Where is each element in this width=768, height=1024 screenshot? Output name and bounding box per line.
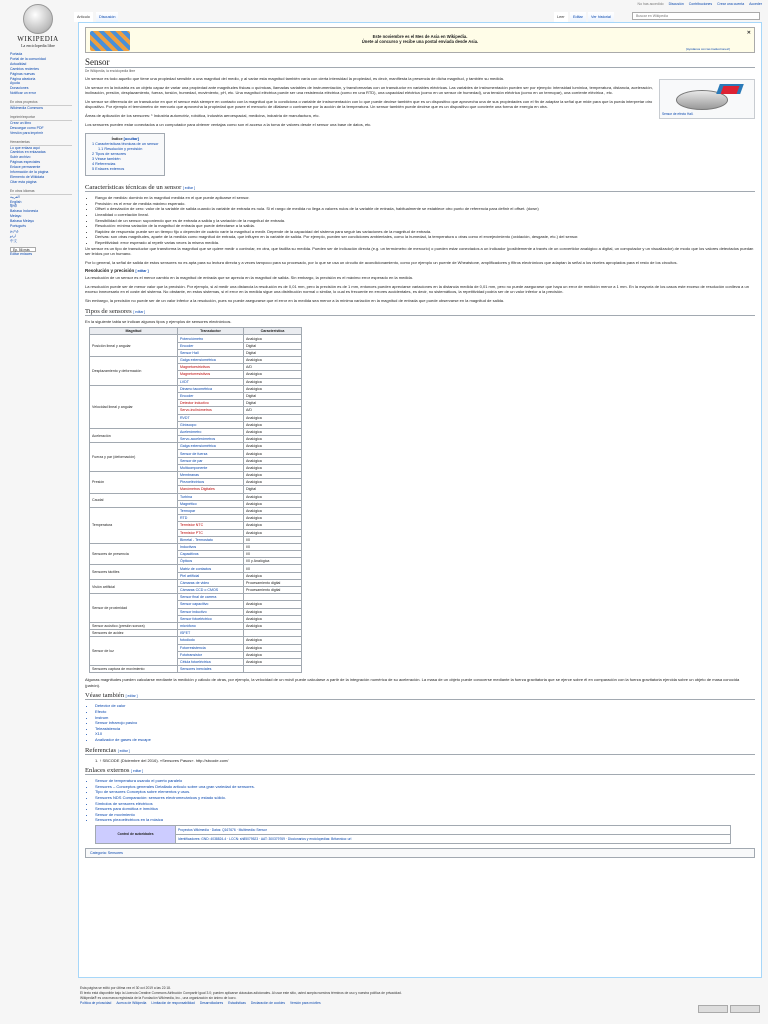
transducer-cell[interactable]: Multicomponente (178, 464, 244, 471)
table-row (90, 507, 302, 514)
external-link[interactable]: • Sensor de movimiento (95, 812, 755, 818)
transducer-cell[interactable]: Célula fotoeléctrica (178, 658, 244, 665)
external-links-list (95, 778, 755, 823)
section-heading-caracteristicas: Características técnicas de un sensor [ editar ] (85, 184, 755, 192)
table-of-contents (85, 133, 165, 176)
toc-item[interactable]: 1 Características técnicas de un sensor (92, 142, 159, 147)
magnitude-cell: Visión artificial (90, 579, 178, 593)
toc-item[interactable]: 4 Referencias (92, 162, 116, 167)
footer (80, 986, 740, 1006)
sidebar-heading: Herramientas (10, 140, 72, 146)
transducer-cell[interactable]: Sensor de fuerza (178, 450, 244, 457)
see-also-link[interactable]: • Teleasistencia (95, 726, 755, 732)
sidebar-item[interactable]: Citar esta página (10, 179, 37, 184)
toc-item[interactable]: 3 Véase también (92, 157, 121, 162)
transducer-cell[interactable]: Cámaras CCD o CMOS (178, 587, 244, 594)
footer-link[interactable]: Declaración de cookies (250, 1001, 285, 1005)
authority-identifiers[interactable]: Identificadores: GND: 4038824-4 · LCCN: sh85079523 · AAT: 300379769 · Diccionarios y enciclopedias: Britannica: url (176, 834, 731, 843)
characteristic-cell: A/D (244, 364, 302, 371)
characteristic-cell: Analógica (244, 637, 302, 644)
footer-link[interactable]: Política de privacidad (80, 1001, 112, 1005)
list-item: • Precisión: es el error de medida máximo esperado. (95, 201, 755, 207)
paragraph: Sin embargo, la precisión no puede ser de un valor inferior a la resolución, pues no puede asegurarse que el error en la medida sea menor a la mínima variación en la magnitud de entrada que puede observarse en la magnitud de salida. (85, 298, 505, 304)
transducer-cell[interactable]: Termistor NTC (178, 522, 244, 529)
list-item: • Rango de medida: dominio en la magnitud medida en el que puede aplicarse el sensor. (95, 195, 755, 201)
see-also-link[interactable]: • Sensor infrarrojo pasivo (95, 720, 755, 726)
sidebar-item[interactable]: Portal de la comunidad (10, 56, 46, 61)
sidebar-item[interactable]: Portada (10, 52, 23, 56)
transducer-cell[interactable]: Galga extensiométrica (178, 443, 244, 450)
footer-link[interactable]: Limitación de responsabilidad (151, 1001, 195, 1005)
category-box (85, 848, 755, 858)
characteristic-cell: Analógica (244, 378, 302, 385)
authority-control (95, 825, 731, 844)
sidebar-item[interactable]: Versión para imprimir (10, 130, 44, 135)
transducer-cell[interactable]: Bimetal - Termostato (178, 536, 244, 543)
see-also-link[interactable]: • X10 (95, 731, 755, 737)
see-also-link[interactable]: • Analizador de gases de escape (95, 737, 755, 743)
edit-section-link[interactable]: [ editar ] (135, 269, 149, 274)
table-header: Característica (244, 328, 302, 335)
characteristic-cell: Analógica (244, 472, 302, 479)
transducer-cell[interactable]: Potenciómetro (178, 335, 244, 342)
intro-paragraphs (85, 76, 755, 127)
characteristic-cell: Analógica (244, 450, 302, 457)
paragraph: Áreas de aplicación de los sensores: ¹ Industria automotriz, robótica, industria aeroespacial, medicina, industria de manufactura, etc. (85, 112, 320, 118)
top-link-talk[interactable]: Discusión (668, 2, 684, 6)
user-status: No has accedido (637, 2, 664, 6)
sidebar-item[interactable]: Crear un libro (10, 120, 32, 125)
site-notice-banner (85, 27, 755, 53)
characteristic-cell: Analógica (244, 500, 302, 507)
transducer-cell[interactable]: Capacitivos (178, 551, 244, 558)
sidebar-item[interactable]: Actualidad (10, 61, 27, 66)
see-also-link[interactable]: • Instrum (95, 715, 755, 721)
sidebar-heading: Imprimir/exportar (10, 115, 72, 121)
sensor-types-table (89, 327, 302, 673)
external-link[interactable]: • Sensor de temperatura usando el puerto paralelo (95, 778, 755, 784)
magnitude-cell: Sensores captura de movimiento (90, 666, 178, 673)
top-link-create-account[interactable]: Crear una cuenta (717, 2, 745, 6)
magnitude-cell: Velocidad lineal y angular (90, 385, 178, 428)
characteristic-cell: Digital (244, 392, 302, 399)
toc-item[interactable]: 5 Enlaces externos (92, 167, 125, 172)
characteristic-cell: Analógica (244, 522, 302, 529)
characteristic-cell: Analógica (244, 479, 302, 486)
transducer-cell[interactable]: LVDT (178, 378, 244, 385)
paragraph: Un sensor se diferencia de un transductor en que el sensor está siempre en contacto con la magnitud que lo condiciona o variable de instrumentación con lo que puede decirse también que es un dispositivo que aprovecha una de sus propiedades con el fin de adaptar la señal que mide para que la pueda interpretar otro dispositivo. Por ejemplo el termómetro de mercurio que aprovecha la propiedad que posee el mercurio de dilatarse o contraerse por la acción de la temperatura. Un sensor también puede decirse que es un dispositivo que convierte una forma de energía en otra. (85, 98, 653, 110)
edit-section-link[interactable]: [ editar ] (125, 694, 138, 699)
banner-line-1: Este noviembre es el Mes de Asia en Wikipedia. (372, 34, 468, 39)
magnitude-cell: Aceleración (90, 428, 178, 442)
table-row (90, 357, 302, 364)
characteristic-cell: Analógica (244, 385, 302, 392)
transducer-cell[interactable]: Turbina (178, 493, 244, 500)
table-header: Magnitud (90, 328, 178, 335)
characteristic-cell: Analógica (244, 651, 302, 658)
characteristic-cell: Analógica (244, 335, 302, 342)
characteristic-cell: Analógica (244, 421, 302, 428)
magnitude-cell: Desplazamiento y deformación (90, 357, 178, 386)
transducer-cell[interactable]: Termistor PTC (178, 529, 244, 536)
transducer-cell[interactable]: Piel artificial (178, 572, 244, 579)
paragraph: La resolución puede ser de menor valor que la precisión. Por ejemplo, si al medir una distancia la resolución es de 0,01 mm, pero la precisión es de 1 mm, entonces pueden apreciarse variaciones en la distancia medida de 0,01 mm, pero no puede asegurarse que haya un error de medición menor a 1 mm. En la mayoría de los casos este exceso de resolución conlleva a un exceso innecesario en el coste del sistema. No obstante, en estos sistemas, si el error en la medida sigue una distribución normal o similar, lo cual es frecuente en errores accidentales, es decir, no sistemáticos, la repetitividad podría ser de un valor inferior a la precisión. (85, 283, 749, 295)
paragraph: En la siguiente tabla se indican algunos tipos y ejemplos de sensores electrónicos. (85, 318, 232, 324)
transducer-cell[interactable]: Fotorresistencia (178, 644, 244, 651)
transducer-cell[interactable]: fotodiodo (178, 637, 244, 644)
paragraph: Algunas magnitudes pueden calcularse mediante la medición y cálculo de otras, por ejemplo, la velocidad de un móvil puede calcularse a partir de la integración numérica de su aceleración. La masa de un objeto puede conocerse mediante la fuerza gravitatoria que se ejerce sobre él en comparación con la fuerza gravitatoria ejercida sobre un objeto de masa conocida (patrón). (85, 677, 740, 688)
top-link-login[interactable]: Acceder (749, 2, 762, 6)
list-item: • Linealidad o correlación lineal. (95, 212, 755, 218)
transducer-cell[interactable]: Sensor Hall (178, 349, 244, 356)
sidebar-item[interactable]: العربية (10, 194, 20, 199)
external-link[interactable]: • Sensores – Conceptos generales Detallado artículo sobre una gran variedad de sensores. (95, 784, 755, 790)
main-content (78, 22, 762, 978)
transducer-cell[interactable]: Manómetros Digitales (178, 486, 244, 493)
magnitude-cell: Caudal (90, 493, 178, 507)
characteristic-cell: Analógica (244, 414, 302, 421)
transducer-cell[interactable]: Ópticos (178, 558, 244, 565)
banner-translate-link[interactable]: [Ayúdanos con las traducciones!] (686, 47, 730, 51)
characteristic-cell: Digital (244, 342, 302, 349)
transducer-cell[interactable]: Magnetorresistivos (178, 371, 244, 378)
transducer-cell[interactable]: Servo-inclinómetros (178, 407, 244, 414)
characteristic-cell: Procesamiento digital (244, 587, 302, 594)
sidebar-item[interactable]: اردو (10, 233, 16, 238)
magnitude-cell: Sensor de proximidad (90, 594, 178, 623)
magnitude-cell: Fuerza y par (deformación) (90, 443, 178, 472)
characteristic-cell: Analógica (244, 515, 302, 522)
logo-slogan: La enciclopedia libre (21, 43, 55, 48)
resolution-paragraphs (85, 275, 755, 303)
sidebar-item[interactable]: தமிழ் (10, 229, 19, 233)
transducer-cell[interactable]: Cámaras de video (178, 579, 244, 586)
section-heading-resolucion: Resolución y precisión [ editar ] (85, 268, 149, 274)
transducer-cell[interactable]: Magnético (178, 500, 244, 507)
transducer-cell[interactable]: Piezoeléctricos (178, 479, 244, 486)
magnitude-cell: Sensor de luz (90, 637, 178, 666)
authority-label: Control de autoridades (96, 825, 176, 843)
transducer-cell[interactable]: micrófono (178, 622, 244, 629)
toc-title: Índice (111, 137, 123, 142)
paragraph: Un sensor es todo aquello que tiene una propiedad sensible a una magnitud del medio, y al variar esta magnitud también varía con cierta intensidad la propiedad, es decir, manifiesta la presencia de dicha magnitud, y también su medida. (85, 76, 504, 81)
external-link[interactable]: • Sensores para domótica e inmótica (95, 806, 755, 812)
characteristic-cell: Analógica (244, 357, 302, 364)
transducer-cell[interactable]: Matriz de contactos (178, 565, 244, 572)
list-item: • Derivas: son otras magnitudes, aparte de la medida como magnitud de entrada, que influyen en la variable de salida. Por ejemplo, pueden ser condiciones ambientales, como la humedad, la temperatura u otras como el envejecimiento (oxidación, desgaste, etc.) del sensor. (95, 234, 755, 240)
footer-trademark: Wikipedia® es una marca registrada de la Fundación Wikimedia, Inc., una organización sin ánimo de lucro. (80, 996, 237, 1000)
characteristic-cell: Digital (244, 349, 302, 356)
footer-link[interactable]: Acerca de Wikipedia (116, 1001, 147, 1005)
thumbnail[interactable] (659, 79, 755, 119)
list-item: • Sensibilidad de un sensor: suponiendo que es de entrada a salida y la variación de la magnitud de entrada. (95, 218, 755, 224)
characteristic-cell: Analógica (244, 493, 302, 500)
transducer-cell[interactable]: Servo-accelerómetros (178, 436, 244, 443)
external-link[interactable]: • Tipo de sensores Conceptos sobre elementos y usos. (95, 789, 755, 795)
characteristic-cell: I/0 (244, 536, 302, 543)
section-heading-vease: Véase también [ editar ] (85, 692, 755, 700)
characteristic-cell: Analógica (244, 644, 302, 651)
external-link[interactable]: • Sensores piezoeléctricos en la música (95, 817, 755, 823)
paragraph: Los sensores pueden estar conectados a un computador para obtener ventajas como son el acceso a la toma de valores desde el sensor una base de datos, etc. (85, 121, 372, 127)
magnitude-cell: Temperatura (90, 507, 178, 543)
sidebar-item[interactable]: Bahasa Melayu (10, 219, 35, 224)
see-also-list (95, 703, 755, 742)
category-link[interactable]: Categoría: Sensores (90, 850, 123, 855)
transducer-cell[interactable]: Sensor de par (178, 457, 244, 464)
characteristic-cell: Procesamiento digital (244, 579, 302, 586)
language-more-button[interactable]: Ep. 56 más (10, 247, 36, 252)
thumbnail-caption: Sensor de efecto Hall. (662, 112, 694, 116)
paragraph: Un sensor en la industria es un objeto capaz de variar una propiedad ante magnitudes físicas o químicas, llamadas variables de instrumentación, y transformarlas con un transductor en variables eléctricas. Las variables de instrumentación pueden ser por ejemplo: intensidad lumínica, temperatura, distancia, aceleración, inclinación, presión, desplazamiento, fuerza, torsión, humedad, movimiento, pH, etc. Una magnitud eléctrica puede ser una resistencia eléctrica (como en una RTD), una capacidad eléctrica (como en un sensor de humedad), una tensión eléctrica (como en un termopar), una corriente eléctrica , etc. (85, 84, 653, 96)
characteristic-cell: Analógica (244, 622, 302, 629)
table-row (90, 579, 302, 586)
characteristics-list (95, 195, 755, 245)
mediawiki-logo-icon[interactable] (730, 1005, 760, 1013)
characteristic-cell: Analógica (244, 529, 302, 536)
magnitude-cell: Sensores táctiles (90, 565, 178, 579)
toc-hide-link[interactable]: [ocultar] (123, 137, 139, 142)
sidebar-item[interactable]: Donaciones (10, 86, 29, 91)
transducer-cell[interactable]: Sensor final de carrera (178, 594, 244, 601)
tab-talk[interactable]: Discusión (96, 12, 118, 22)
tab-edit[interactable]: Editar (570, 12, 586, 22)
external-link[interactable]: • Símbolos de sensores eléctricos (95, 801, 755, 807)
sidebar-item[interactable]: Português (10, 224, 26, 229)
characteristic-cell: A/D (244, 407, 302, 414)
edit-section-link[interactable]: [ editar ] (133, 309, 146, 314)
table-row (90, 622, 302, 629)
sidebar-item[interactable]: Información de la página (10, 170, 49, 175)
paragraph: Un sensor es un tipo de transductor que transforma la magnitud que se quiere medir o controlar, en otra, que facilita su medida. Pueden ser de indicación directa (e.g. un termómetro de mercurio) o pueden estar conectados a un indicador (posiblemente a través de un convertidor analógico a digital, un computador y un visualizador) de modo que los valores detectados puedan ser leídos por un humano. (85, 245, 754, 257)
banner-line-2: Únete al concurso y recibe una postal enviada desde Asia. (361, 39, 479, 44)
sidebar-item[interactable]: Bahasa Indonesia (10, 209, 39, 214)
transducer-cell[interactable]: Magnetoestrictivos (178, 364, 244, 371)
references-list (95, 758, 755, 764)
see-also-link[interactable]: • Detector de calor (95, 703, 755, 709)
paragraph: La resolución de un sensor es el menor cambio en la magnitud de entrada que se aprecia en la magnitud de salida. Sin embargo, la precisión es el máximo error esperado en la medida. (85, 275, 413, 281)
sidebar-item[interactable]: Lo que enlaza aquí (10, 145, 40, 150)
sidebar-heading: En otros proyectos (10, 100, 72, 106)
section-heading-referencias: Referencias [ editar ] (85, 747, 755, 755)
personal-tools (0, 2, 768, 8)
transducer-cell[interactable]: Detector inductivo (178, 400, 244, 407)
transducer-cell[interactable]: Encoder (178, 342, 244, 349)
toc-item[interactable]: 1.1 Resolución y precisión (98, 147, 143, 152)
sidebar-item[interactable]: Páginas nuevas (10, 71, 35, 76)
transducer-cell[interactable]: Fototransistor (178, 651, 244, 658)
tab-read[interactable]: Leer (554, 12, 568, 22)
footer-last-edited: Esta página se editó por última vez el 30 oct 2019 a las 22:18. (80, 986, 171, 990)
characteristic-cell: I/0 (244, 565, 302, 572)
sidebar-item[interactable]: Subir archivo (10, 155, 31, 160)
sidebar-item[interactable]: 中文 (10, 238, 17, 243)
edit-links-link[interactable]: Editar enlaces (10, 251, 33, 256)
wikipedia-logo[interactable] (6, 4, 70, 48)
toc-item[interactable]: 2 Tipos de sensores (92, 152, 126, 157)
transducer-cell[interactable]: Sensores inerciales (178, 666, 244, 673)
sidebar-item[interactable]: Páginas especiales (10, 160, 41, 165)
characteristic-cell: Analógica (244, 457, 302, 464)
table-row (90, 594, 302, 601)
characteristic-cell (244, 666, 302, 673)
section-heading-enlaces: Enlaces externos [ editar ] (85, 767, 755, 775)
transducer-cell[interactable]: RVDT (178, 414, 244, 421)
top-link-contribs[interactable]: Contribuciones (688, 2, 713, 6)
sidebar-heading: En otros idiomas (10, 189, 72, 195)
table-header: Transductor (178, 328, 244, 335)
site-sub: De Wikipedia, la enciclopedia libre (85, 69, 136, 73)
transducer-cell[interactable]: Sensor capacitivo (178, 601, 244, 608)
transducer-cell[interactable]: Encoder (178, 392, 244, 399)
characteristic-cell (244, 594, 302, 601)
characteristic-cell: Analógica (244, 371, 302, 378)
reference-item: 1. ↑ SBCODE (Diciembre del 2016). «Sensores Pasos». http://sbcode.com/ (95, 757, 229, 763)
table-row (90, 493, 302, 500)
section-heading-tipos: Tipos de sensores [ editar ] (85, 308, 755, 316)
logo-name: WIKIPEDIA (17, 35, 59, 43)
hall-sensor-image[interactable] (662, 82, 752, 112)
characteristic-cell: Analógica (244, 572, 302, 579)
globe-icon (23, 4, 53, 34)
table-row (90, 335, 302, 342)
sidebar-item[interactable]: Ayuda (10, 81, 20, 86)
list-item: • Resolución: mínima variación de la magnitud de entrada que puede detectarse a la salida. (95, 223, 755, 229)
sidebar-item[interactable]: English (10, 199, 22, 204)
see-also-link[interactable]: • Efecto (95, 709, 755, 715)
table-row (90, 637, 302, 644)
transducer-cell[interactable]: Sensor fotoeléctrico (178, 615, 244, 622)
characteristic-cell: I/0 (244, 543, 302, 550)
characteristic-cell: I/0 (244, 551, 302, 558)
characteristic-cell: Analógica (244, 428, 302, 435)
tab-article[interactable]: Artículo (74, 12, 93, 22)
table-row (90, 385, 302, 392)
footer-link[interactable]: Versión para móviles (290, 1001, 321, 1005)
magnitude-cell: Presión (90, 472, 178, 494)
transducer-cell[interactable]: RTD (178, 515, 244, 522)
magnitude-cell: Sensores de acidez (90, 630, 178, 637)
page-title: Sensor (85, 57, 755, 68)
table-row (90, 666, 302, 673)
transducer-cell[interactable]: Acelerómetro (178, 428, 244, 435)
characteristic-cell: Digital (244, 486, 302, 493)
transducer-cell[interactable]: Membranas (178, 472, 244, 479)
edit-section-link[interactable]: [ editar ] (117, 748, 130, 753)
list-item: • Repetitividad: error esperado al repetir varias veces la misma medida. (95, 240, 755, 246)
list-item: • Rapidez de respuesta: puede ser un tiempo fijo o depender de cuánto varíe la magnitud a medir. Depende de la capacidad del sistema para seguir las variaciones de la magnitud de entrada. (95, 229, 755, 235)
characteristic-cell: Analógica (244, 615, 302, 622)
table-row (90, 428, 302, 435)
external-link[interactable]: • Sensores NDS Comparación: sensores electromecánicos y estado sólido. (95, 795, 755, 801)
magnitude-cell: Sensores de presencia (90, 543, 178, 565)
characteristic-cell: I/0 y Analógica (244, 558, 302, 565)
close-icon[interactable]: ✕ (746, 30, 751, 36)
paragraph: Por lo general, la señal de salida de estos sensores no es apta para su lectura directa y a veces tampoco para su procesado, por lo que se usa un circuito de acondicionamiento, como por ejemplo un puente de Wheatstone, amplificadores y filtros electrónicos que adaptan la señal a los niveles apropiados para el resto de los circuitos. (85, 259, 678, 265)
sidebar-item[interactable]: Elemento de Wikidata (10, 174, 45, 179)
footer-links (80, 1001, 740, 1006)
edit-section-link[interactable]: [ editar ] (182, 186, 195, 191)
characteristic-cell: Analógica (244, 601, 302, 608)
wikimedia-logo-icon[interactable] (698, 1005, 728, 1013)
edit-section-link[interactable]: [ editar ] (131, 769, 144, 774)
sidebar-item[interactable]: Enlace permanente (10, 165, 41, 170)
table-row (90, 443, 302, 450)
transducer-cell[interactable]: Sensor inductivo (178, 608, 244, 615)
characteristic-cell: Analógica (244, 436, 302, 443)
sidebar-item[interactable]: Página aleatoria (10, 76, 36, 81)
characteristic-cell: Analógica (244, 443, 302, 450)
sidebar-item[interactable]: हिन्दी (10, 204, 17, 209)
transducer-cell[interactable]: Termopar (178, 507, 244, 514)
banner-illustration (90, 31, 130, 51)
sidebar-item[interactable]: Notificar un error (10, 91, 37, 96)
transducer-cell[interactable]: Dinamo tacométrica (178, 385, 244, 392)
characteristic-cell: Analógica (244, 658, 302, 665)
transducer-cell[interactable]: Galga extensiométrica (178, 357, 244, 364)
transducer-cell[interactable]: Giróscopo (178, 421, 244, 428)
characteristic-cell (244, 630, 302, 637)
sidebar (10, 52, 72, 257)
footer-license: El texto está disponible bajo la Licencia Creative Commons Atribución Compartir Igual 3.0; pueden aplicarse cláusulas adicionales. Al usar este sitio, usted acepta nuestros términos de uso y nuestra política de privacidad. (80, 991, 402, 995)
footer-badges (696, 1005, 760, 1015)
characteristic-cell: Digital (244, 400, 302, 407)
footer-link[interactable]: Desarrolladores (199, 1001, 224, 1005)
characteristic-cell: Analógica (244, 464, 302, 471)
characteristic-cell: Analógica (244, 608, 302, 615)
transducer-cell[interactable]: Inductivos (178, 543, 244, 550)
sidebar-item[interactable]: Wikimedia Commons (10, 106, 44, 111)
list-item: • Offset o desviación de cero: valor de la variable de salida cuando la variable de entrada es nula. Si el rango de medida no llega a valores nulos de la variable de entrada, habitualmente se establece otro punto de referencia para definir el offset. (down) (95, 206, 755, 212)
magnitude-cell: Sensor acústico (presión sonora) (90, 622, 178, 629)
sidebar-item[interactable]: Melayu (10, 214, 22, 219)
table-row (90, 472, 302, 479)
magnitude-cell: Posición lineal y angular (90, 335, 178, 357)
transducer-cell[interactable]: ISFET (178, 630, 244, 637)
authority-projects[interactable]: Proyectos Wikimedia · Datos: Q167676 · Multimedia: Sensor (176, 825, 731, 834)
characteristic-cell: Analógica (244, 507, 302, 514)
sidebar-item[interactable]: Cambios en enlazadas (10, 150, 46, 155)
sidebar-item[interactable]: Cambios recientes (10, 66, 39, 71)
search-input[interactable]: Buscar en Wikipedia (632, 12, 760, 20)
table-row (90, 565, 302, 572)
table-row (90, 543, 302, 550)
sidebar-item[interactable]: Descargar como PDF (10, 125, 44, 130)
table-row (90, 630, 302, 637)
footer-link[interactable]: Estadísticas (228, 1001, 246, 1005)
tab-history[interactable]: Ver historial (588, 12, 614, 22)
